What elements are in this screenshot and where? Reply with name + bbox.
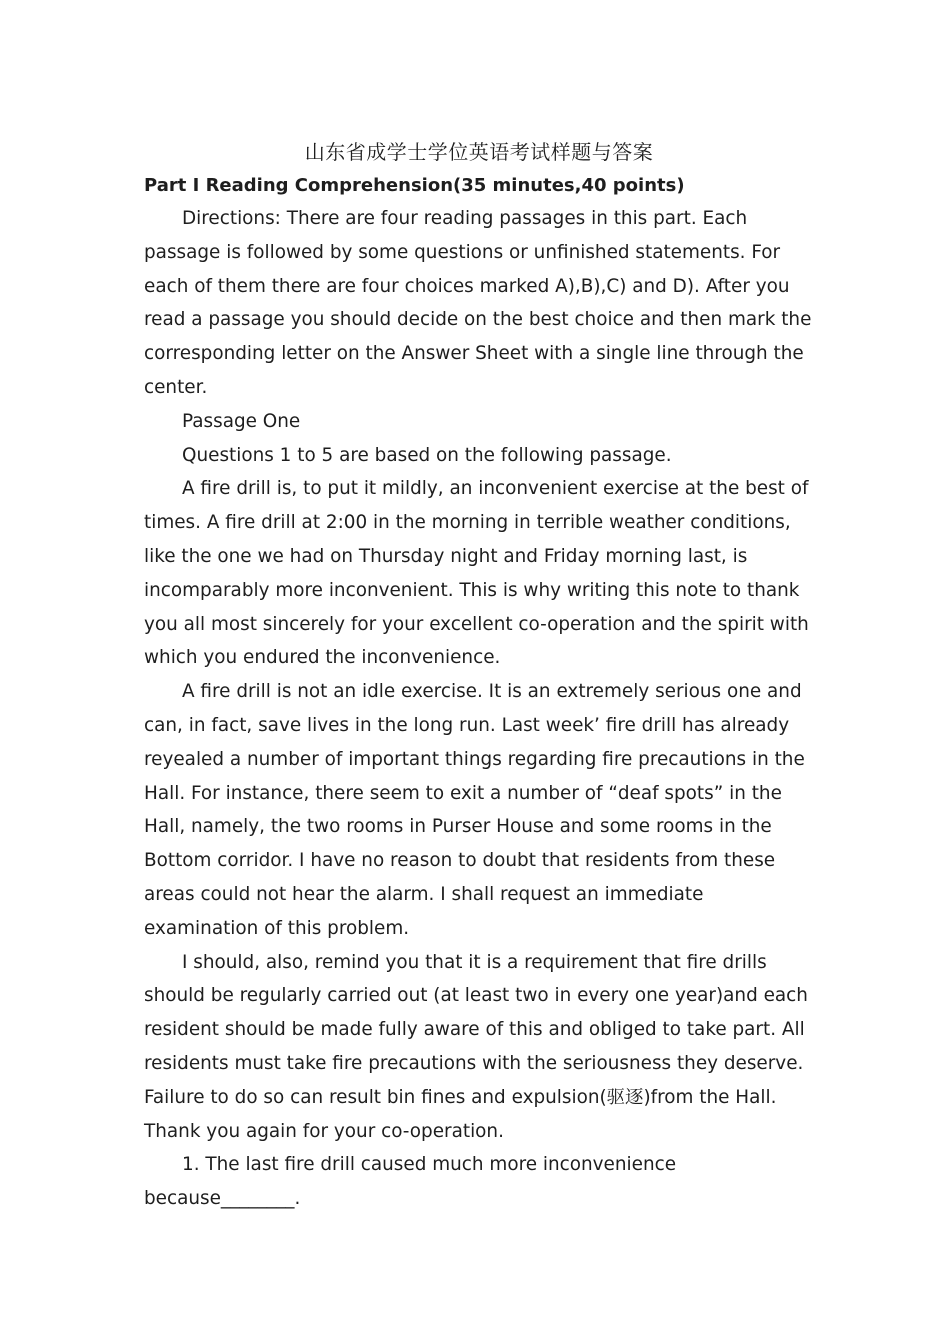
document-page	[144, 135, 814, 1216]
passage-paragraph: I should, also, remind you that it is a requirement that fire drills should be regularly carried out (at least two in every one year)and each resident should be made fully aware of this and obliged to take part. All residents must take fire precautions with the seriousness they deserve. Failure to do so can result bin fines and expulsion(驱逐)from the Hall. Thank you again for your co-operation.	[144, 951, 808, 1142]
questions-intro: Questions 1 to 5 are based on the following passage.	[182, 444, 672, 466]
question-1: 1. The last fire drill caused much more inconvenience because________.	[144, 1154, 677, 1210]
passage-paragraph: A fire drill is not an idle exercise. It is an extremely serious one and can, in fact, save lives in the long run. Last week’ fire drill has already reyealed a number of important things regarding fire precautions in the Hall. For instance, there seem to exit a number of “deaf spots” in the Hall, namely, the two rooms in Purser House and some rooms in the Bottom corridor. I have no reason to doubt that residents from these areas could not hear the alarm. I shall request an immediate examination of this problem.	[144, 681, 805, 939]
document-title: 山东省成学士学位英语考试样题与答案	[304, 140, 654, 164]
directions-paragraph: Directions: There are four reading passages in this part. Each passage is followed by some questions or unfinished statements. For each of them there are four choices marked A),B),C) and D). After you read a passage you should decide on the best choice and then mark the corresponding letter on the Answer Sheet with a single line through the center.	[144, 208, 812, 398]
passage-label: Passage One	[182, 410, 301, 432]
part-heading: Part I Reading Comprehension(35 minutes,40 points)	[144, 175, 685, 196]
passage-paragraph: A fire drill is, to put it mildly, an inconvenient exercise at the best of times. A fire drill at 2:00 in the morning in terrible weather conditions, like the one we had on Thursday night and Friday morning last, is incomparably more inconvenient. This is why writing this note to thank you all most sincerely for your excellent co-operation and the spirit with which you endured the inconvenience.	[144, 478, 809, 669]
